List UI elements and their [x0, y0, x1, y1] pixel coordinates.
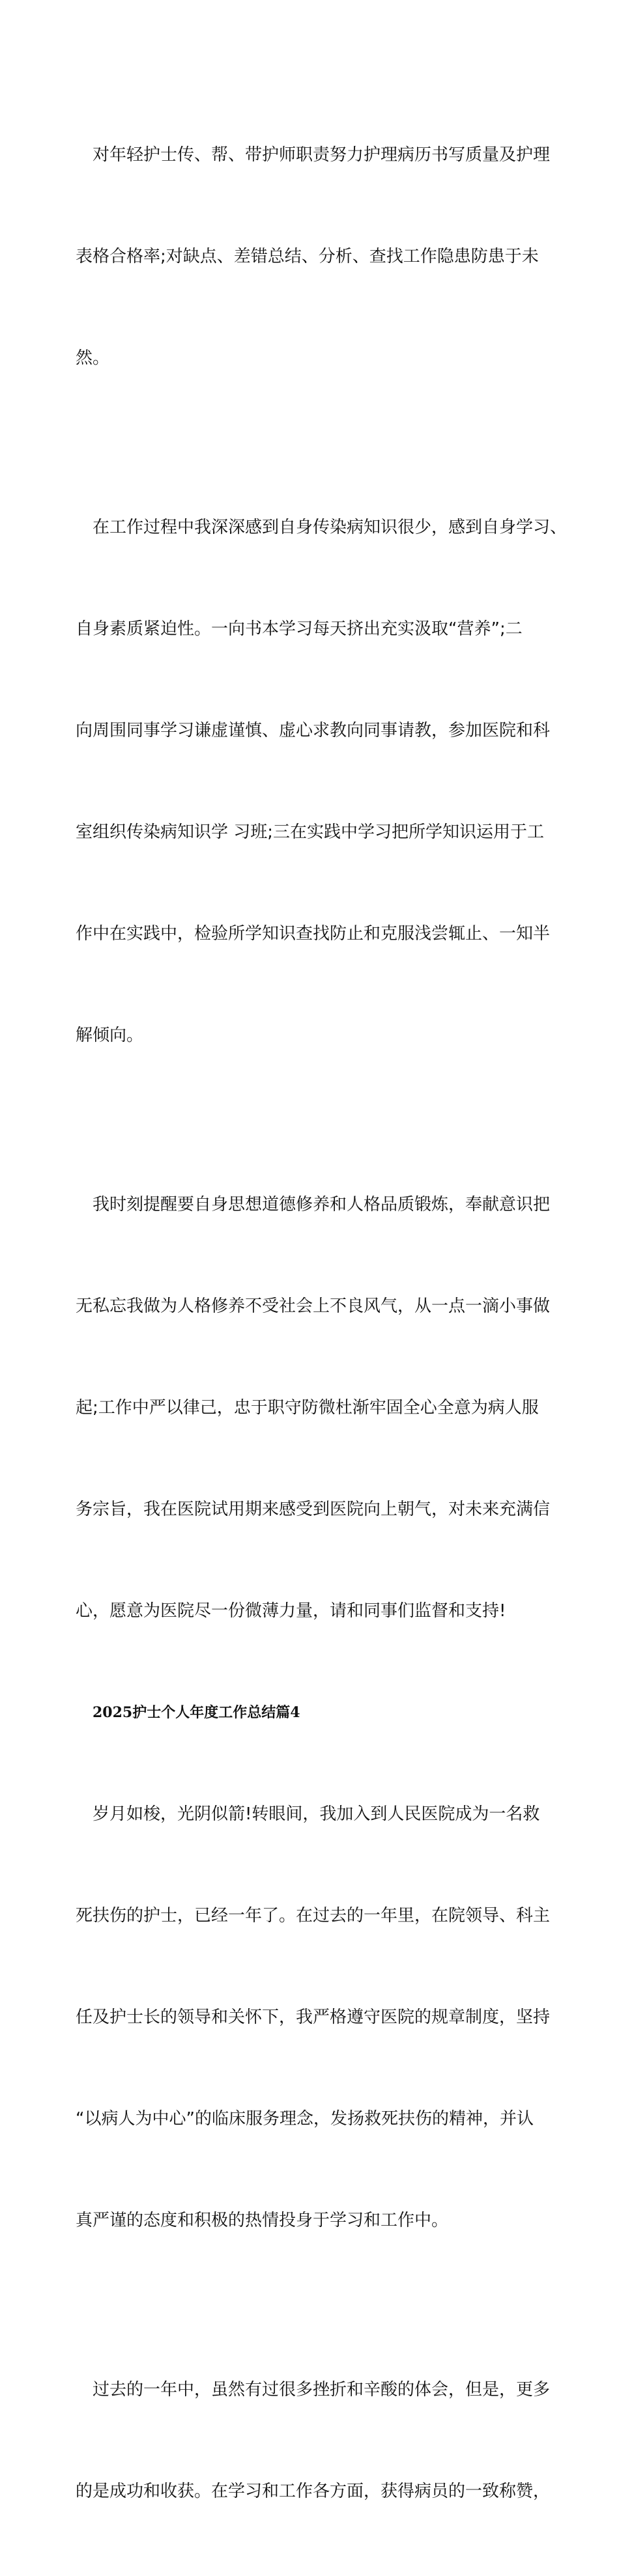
text-line: “以病人为中心”的临床服务理念，发扬救死扶伤的精神，并认	[76, 2109, 534, 2129]
text-line: 真严谨的态度和积极的热情投身于学习和工作中。	[76, 2211, 449, 2230]
paragraph-5	[76, 2305, 551, 2576]
text-line: 表格合格率;对缺点、差错总结、分析、查找工作隐患防患于未	[76, 247, 539, 266]
text-line: 岁月如梭，光阴似箭!转眼间，我加入到人民医院成为一名救	[93, 1804, 540, 1824]
text-line: 无私忘我做为人格修养不受社会上不良风气，从一点一滴小事做	[76, 1296, 551, 1316]
section-heading: 2025护士个人年度工作总结篇4	[93, 1704, 300, 1721]
text-line: 心，愿意为医院尽一份微薄力量，请和同事们监督和支持!	[76, 1601, 506, 1621]
document-body	[76, 70, 568, 2576]
text-line: 自身素质紧迫性。一向书本学习每天挤出充实汲取“营养”;二	[76, 619, 523, 639]
paragraph-1	[76, 70, 551, 443]
text-line: 向周围同事学习谦虚谨慎、虚心求教向同事请教，参加医院和科	[76, 721, 551, 740]
text-line: 务宗旨，我在医院试用期来感受到医院向上朝气，对未来充满信	[76, 1500, 551, 1519]
text-line: 解倾向。	[76, 1026, 144, 1045]
text-line: 在工作过程中我深深感到自身传染病知识很少，感到自身学习、	[93, 518, 568, 537]
text-line: 然。	[76, 348, 110, 368]
paragraph-4	[76, 1729, 551, 2305]
text-line: 我时刻提醒要自身思想道德修养和人格品质锻炼，奉献意识把	[93, 1195, 551, 1214]
text-line: 任及护士长的领导和关怀下，我严格遵守医院的规章制度，坚持	[76, 2008, 551, 2027]
paragraph-2	[76, 443, 568, 1120]
text-line: 死扶伤的护士，已经一年了。在过去的一年里，在院领导、科主	[76, 1906, 551, 1925]
text-line: 对年轻护士传、帮、带护师职责努力护理病历书写质量及护理	[93, 145, 551, 165]
text-line: 起;工作中严以律己，忠于职守防微杜渐牢固全心全意为病人服	[76, 1398, 539, 1418]
paragraph-3	[76, 1120, 551, 1696]
text-line: 作中在实践中，检验所学知识查找防止和克服浅尝辄止、一知半	[76, 924, 551, 944]
text-line: 的是成功和收获。在学习和工作各方面，获得病员的一致称赞，	[76, 2482, 551, 2501]
text-line: 室组织传染病知识学 习班;三在实践中学习把所学知识运用于工	[76, 822, 545, 842]
text-line: 过去的一年中，虽然有过很多挫折和辛酸的体会，但是，更多	[93, 2380, 551, 2400]
